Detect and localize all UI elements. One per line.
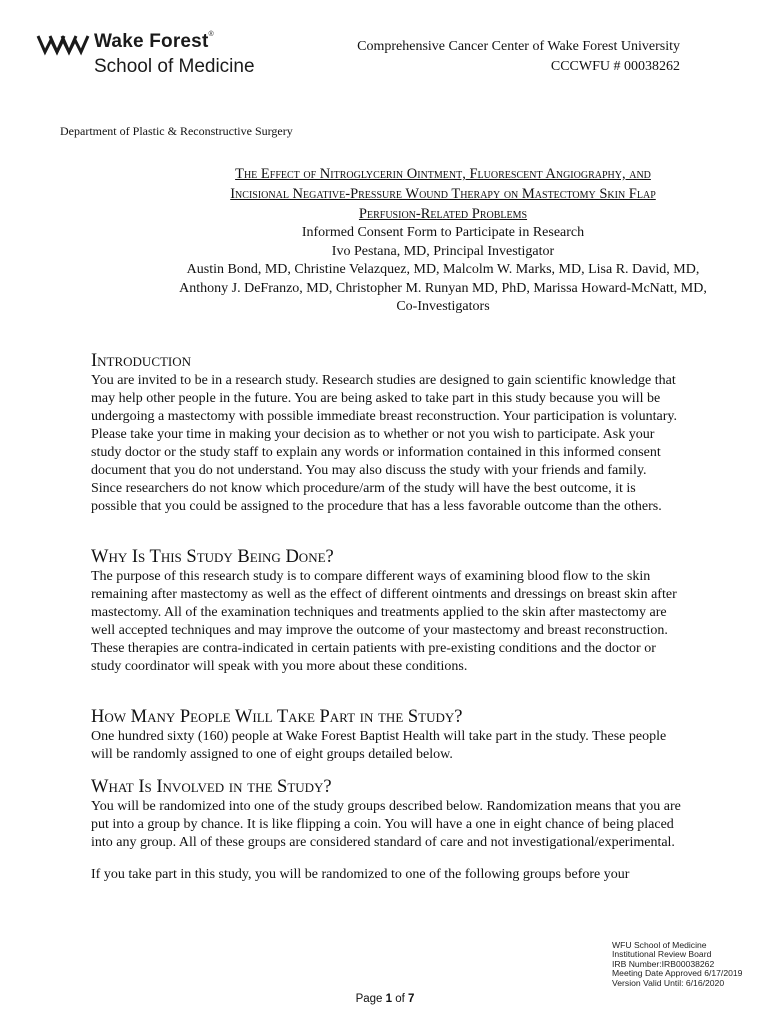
section-heading: What Is Involved in the Study? [91, 777, 332, 797]
title-line: The Effect of Nitroglycerin Ointment, Fluorescent Angiography, and [235, 166, 651, 182]
section-heading: How Many People Will Take Part in the Study? [91, 707, 463, 727]
section-paragraph: If you take part in this study, you will be randomized to one of the following groups before your [91, 867, 630, 882]
logo-wordmark: Wake Forest® [94, 31, 214, 52]
protocol-number: CCCWFU # 00038262 [550, 59, 680, 74]
section-paragraph: The purpose of this research study is to compare different ways of examining blood flow to the skin remaining after mastectomy as well as the effect of different ointments and dressings on breast skin after mastectomy. All of the examination techniques and treatments applied to the skin after mastectomy are well accepted techniques and may improve the outcome of your mastectomy and breast reconstruction. These therapies are contra-indicated in certain patients with pre-existing conditions and the doctor or study coordinator will speak with you more about these conditions. [91, 569, 677, 674]
study-subtitle [120, 224, 766, 317]
irb-stamp [612, 941, 742, 988]
title-line: Incisional Negative-Pressure Wound Therapy on Mastectomy Skin Flap [230, 186, 656, 202]
section-paragraph: One hundred sixty (160) people at Wake Forest Baptist Health will take part in the study. These people will be randomly assigned to one of eight groups detailed below. [91, 729, 667, 762]
section-how-many [91, 706, 681, 764]
form-name: Informed Consent Form to Participate in Research [301, 225, 585, 240]
logo-school-name: School of Medicine [94, 56, 255, 77]
study-title-block [120, 164, 766, 317]
principal-investigator: Ivo Pestana, MD, Principal Investigator [331, 243, 555, 259]
section-paragraph: You are invited to be in a research study. Research studies are designed to gain scientific knowledge that may help other people in the future. You are being asked to take part in this study because you will be undergoing a mastectomy with possible immediate breast reconstruction. Your participation is voluntary. Please take your time in making your decision as to whether or not you wish to participate. Ask your study doctor or the study staff to explain any words or information contained in this informed consent document that you do not understand. You may also discuss the study with your friends and family. Since researchers do not know which procedure/arm of the study will have the best outcome, it is possible that you could be assigned to the procedure that has a less favorable outcome than the others. [91, 373, 677, 514]
section-heading: Introduction [91, 351, 192, 371]
study-title [120, 164, 766, 224]
irb-line: Institutional Review Board [612, 949, 712, 960]
irb-line: IRB Number:IRB00038262 [612, 958, 715, 969]
page-number: Page 1 of 7 [355, 993, 415, 1005]
section-why [91, 546, 681, 676]
section-introduction [91, 350, 681, 516]
co-investigators-line: Austin Bond, MD, Christine Velazquez, MD, Malcolm W. Marks, MD, Lisa R. David, MD, [186, 262, 700, 277]
wake-forest-logo [36, 30, 286, 82]
department-name: Department of Plastic & Reconstructive Surgery [60, 124, 293, 138]
title-line: Perfusion-Related Problems [358, 206, 528, 222]
co-investigators-line: Co-Investigators [396, 299, 490, 314]
co-investigators-line: Anthony J. DeFranzo, MD, Christopher M. Runyan MD, PhD, Marissa Howard-McNatt, MD, [179, 280, 707, 296]
section-heading: Why Is This Study Being Done? [91, 547, 334, 567]
document-header [357, 37, 680, 77]
section-paragraph: You will be randomized into one of the study groups described below. Randomization means that you are put into a group by chance. It is like flipping a coin. You will have a one in eight chance of being placed into any group. All of these groups are considered standard of care and not investigational/experimental. [91, 799, 681, 850]
section-what-involved [91, 776, 681, 884]
center-name: Comprehensive Cancer Center of Wake Forest University [357, 39, 680, 54]
irb-line: Meeting Date Approved 6/17/2019 [612, 968, 743, 979]
wf-emblem-icon [36, 32, 92, 58]
irb-line: WFU School of Medicine [612, 940, 707, 950]
irb-line: Version Valid Until: 6/16/2020 [612, 977, 725, 988]
